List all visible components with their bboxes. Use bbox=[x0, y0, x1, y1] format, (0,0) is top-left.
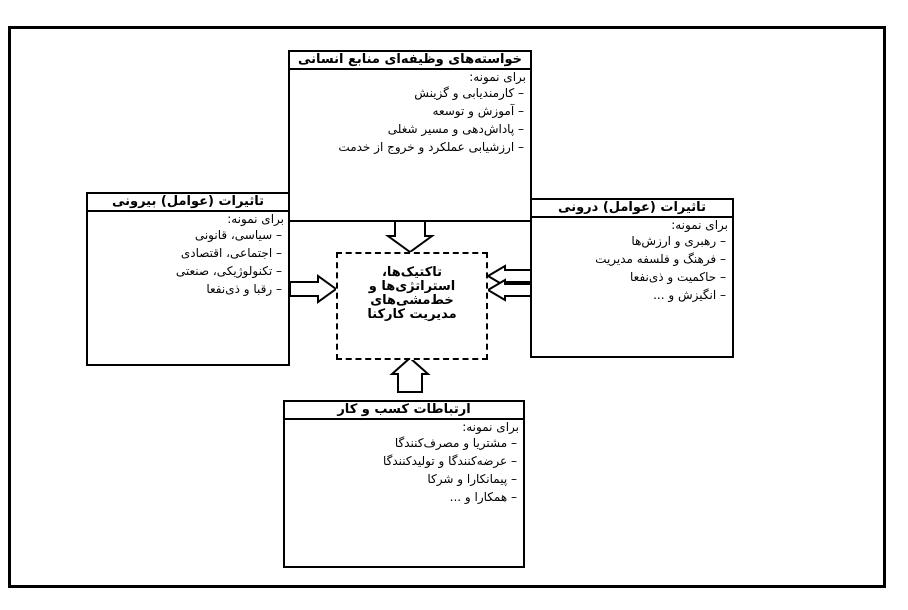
internal-factors-box bbox=[530, 198, 734, 358]
list-item: – آموزش و توسعه bbox=[290, 102, 524, 120]
list-item: – کارمندیابی و گزینش bbox=[290, 84, 524, 102]
hr-requirements-list bbox=[290, 84, 530, 156]
arrow-left-from-internal-lower bbox=[488, 280, 532, 300]
internal-factors-subtitle: برای نمونه: bbox=[671, 218, 728, 232]
list-item: – حاکمیت و ذی‌نفعا bbox=[532, 268, 726, 286]
business-relations-title: ارتباطات کسب و کار bbox=[285, 402, 523, 420]
external-factors-box bbox=[86, 192, 290, 366]
list-item: – انگیزش و ... bbox=[532, 286, 726, 304]
internal-factors-list bbox=[532, 232, 732, 304]
business-relations-list bbox=[285, 434, 523, 506]
list-item: – فرهنگ و فلسفه مدیریت bbox=[532, 250, 726, 268]
list-item: – سیاسی، قانونی bbox=[88, 226, 282, 244]
list-item: – رقبا و ذی‌نفعا bbox=[88, 280, 282, 298]
list-item: – مشتریا و مصرف‌کنندگا bbox=[285, 434, 517, 452]
list-item: – همکارا و ... bbox=[285, 488, 517, 506]
internal-factors-title: تاثیرات (عوامل) درونی bbox=[532, 200, 732, 218]
list-item: – عرضه‌کنندگا و تولیدکنندگا bbox=[285, 452, 517, 470]
hr-requirements-box bbox=[288, 50, 532, 222]
external-factors-title: تاثیرات (عوامل) بیرونی bbox=[88, 194, 288, 212]
hr-requirements-subtitle: برای نمونه: bbox=[469, 70, 526, 84]
center-strategy-text: تاکتیک‌ها، استراتژی‌ها و خط‌مشی‌های مدیریت کارکنا bbox=[367, 265, 457, 322]
external-factors-list bbox=[88, 226, 288, 298]
external-factors-subtitle: برای نمونه: bbox=[227, 212, 284, 226]
list-item: – پاداش‌دهی و مسیر شغلی bbox=[290, 120, 524, 138]
list-item: – اجتماعی، اقتصادی bbox=[88, 244, 282, 262]
list-item: – تکنولوژیکی، صنعتی bbox=[88, 262, 282, 280]
business-relations-subtitle: برای نمونه: bbox=[462, 420, 519, 434]
list-item: – پیمانکارا و شرکا bbox=[285, 470, 517, 488]
list-item: – ارزشیابی عملکرد و خروج از خدمت bbox=[290, 138, 524, 156]
hr-requirements-title: خواسته‌های وظیفه‌ای منابع انسانی bbox=[290, 52, 530, 70]
arrow-up-from-business bbox=[392, 358, 428, 392]
list-item: – رهبری و ارزش‌ها bbox=[532, 232, 726, 250]
center-strategy-box bbox=[336, 252, 488, 360]
business-relations-box bbox=[283, 400, 525, 568]
arrow-right-from-external bbox=[290, 276, 336, 302]
arrow-down-from-hr bbox=[388, 220, 432, 252]
